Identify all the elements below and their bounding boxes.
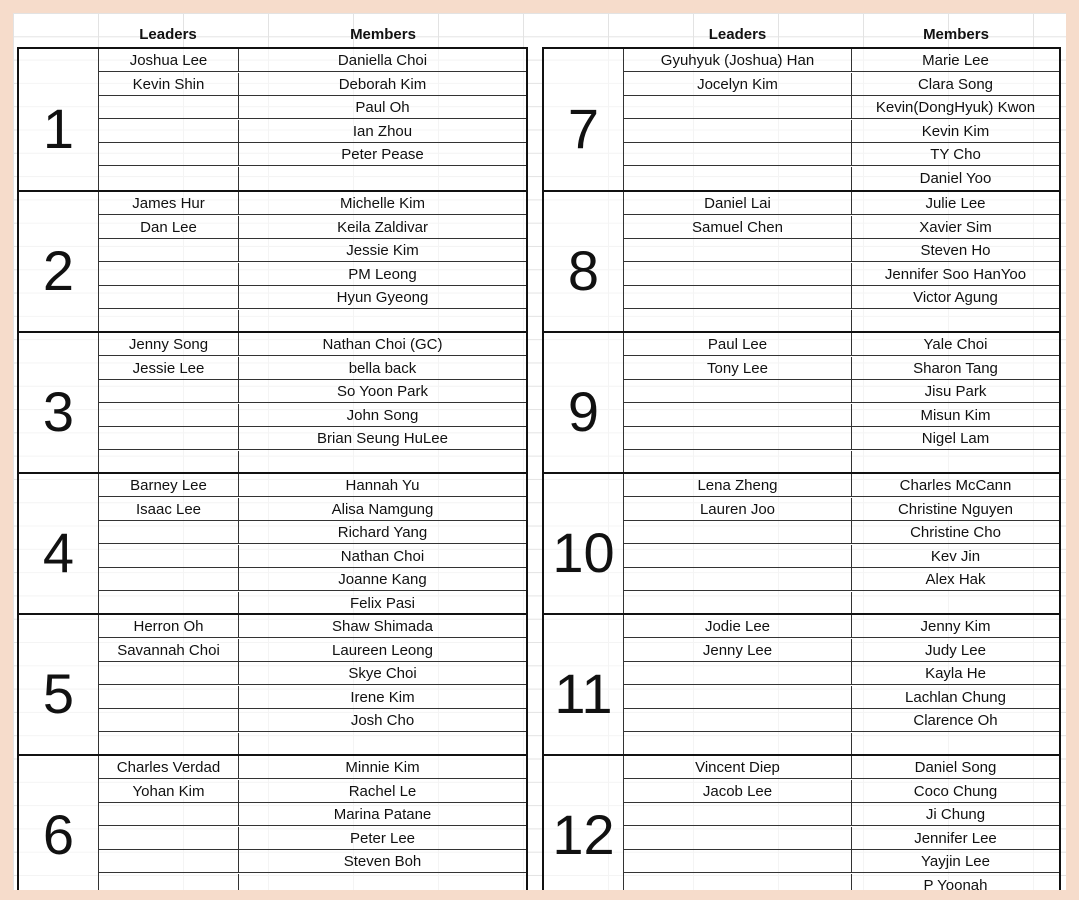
table-row (624, 239, 1059, 262)
table-row (99, 615, 526, 638)
leader-cell[interactable] (624, 709, 852, 732)
table-row (99, 404, 526, 427)
table-row (99, 521, 526, 544)
leader-cell[interactable] (99, 709, 239, 732)
member-cell[interactable]: Judy Lee (925, 641, 986, 659)
table-row (624, 73, 1059, 96)
leader-cell[interactable] (624, 239, 852, 262)
table-row (624, 216, 1059, 239)
group-2 (19, 190, 526, 331)
leader-cell[interactable] (99, 568, 239, 591)
leader-cell[interactable] (624, 850, 852, 873)
member-cell[interactable]: Kayla He (925, 665, 986, 682)
table-row (99, 686, 526, 709)
member-cell[interactable]: Laureen Leong (332, 641, 433, 659)
leader-cell[interactable]: Jenny Song (99, 333, 239, 356)
member-cell[interactable]: Ji Chung (925, 806, 986, 823)
table-row (99, 380, 526, 403)
member-cell[interactable]: Peter Lee (349, 829, 416, 847)
member-cell[interactable]: Nigel Lam (921, 430, 990, 447)
member-cell[interactable]: Daniella Choi (337, 52, 428, 69)
member-cell[interactable]: Lachlan Chung (905, 688, 1006, 706)
members-header-left[interactable]: Members (350, 26, 416, 43)
leader-cell[interactable]: James Hur (99, 192, 239, 215)
leader-cell[interactable] (99, 521, 239, 544)
member-cell[interactable]: P Yoonah (923, 876, 988, 890)
leader-cell[interactable] (624, 545, 852, 568)
group-6 (19, 754, 526, 890)
leader-cell[interactable] (99, 733, 239, 756)
leader-cell[interactable] (624, 568, 852, 591)
member-cell[interactable]: Hyun Gyeong (336, 289, 429, 306)
table-row (99, 357, 526, 380)
member-cell[interactable]: Kev Jin (930, 547, 981, 565)
leader-cell[interactable]: Vincent Diep (624, 756, 852, 779)
table-row (99, 73, 526, 96)
leader-cell[interactable] (99, 827, 239, 850)
member-cell[interactable] (239, 167, 526, 190)
leader-cell[interactable]: Jacob Lee (624, 780, 852, 803)
table-row (624, 639, 1059, 662)
table-row (624, 686, 1059, 709)
table-row (624, 803, 1059, 826)
leader-cell[interactable] (99, 803, 239, 826)
leader-cell[interactable] (99, 380, 239, 403)
leader-cell[interactable]: Lena Zheng (624, 474, 852, 497)
table-row (624, 427, 1059, 450)
table-row (624, 733, 1059, 756)
member-cell[interactable]: Yale Choi (923, 336, 988, 353)
table-row (99, 850, 526, 873)
table-row (99, 427, 526, 450)
leader-cell[interactable]: Isaac Lee (99, 498, 239, 521)
leader-cell[interactable] (99, 686, 239, 709)
table-row (99, 263, 526, 286)
leader-cell[interactable] (99, 427, 239, 450)
table-row (624, 615, 1059, 638)
leader-cell[interactable] (99, 545, 239, 568)
member-cell[interactable]: So Yoon Park (337, 383, 428, 400)
table-row (624, 521, 1059, 544)
member-cell[interactable]: Sharon Tang (913, 359, 998, 377)
member-cell[interactable] (239, 874, 526, 891)
leader-cell[interactable] (99, 451, 239, 474)
member-cell[interactable]: Jessie Kim (346, 242, 419, 259)
group-number[interactable]: 9 (544, 333, 624, 472)
leader-cell[interactable] (99, 143, 239, 166)
member-cell[interactable]: Clara Song (917, 75, 994, 93)
member-cell[interactable]: Marina Patane (333, 806, 432, 823)
left-groups-table (17, 47, 528, 890)
member-cell[interactable]: Steven Ho (920, 242, 991, 259)
table-row (99, 120, 526, 143)
member-cell[interactable]: Kevin(DongHyuk) Kwon (875, 99, 1036, 116)
leader-cell[interactable] (624, 263, 852, 286)
member-cell[interactable]: Deborah Kim (338, 75, 427, 93)
member-cell[interactable]: Brian Seung HuLee (317, 430, 448, 447)
group-8 (544, 190, 1059, 331)
spreadsheet-sheet (13, 13, 1066, 890)
member-cell[interactable]: Misun Kim (920, 406, 991, 424)
table-row (624, 380, 1059, 403)
member-cell[interactable]: Marie Lee (922, 52, 989, 69)
leader-cell[interactable] (624, 286, 852, 309)
leader-cell[interactable]: Dan Lee (99, 216, 239, 239)
group-1 (19, 49, 526, 190)
leader-cell[interactable]: Herron Oh (99, 615, 239, 638)
leader-cell[interactable] (99, 850, 239, 873)
leader-cell[interactable]: Daniel Lai (624, 192, 852, 215)
member-cell[interactable]: Felix Pasi (349, 594, 416, 612)
member-cell[interactable]: Coco Chung (913, 782, 998, 800)
group-number[interactable]: 4 (19, 474, 99, 613)
table-row (624, 286, 1059, 309)
leader-cell[interactable]: Charles Verdad (99, 756, 239, 779)
member-cell[interactable]: Xavier Sim (919, 218, 992, 236)
leader-cell[interactable] (624, 143, 852, 166)
leader-cell[interactable] (99, 662, 239, 685)
leader-cell[interactable] (624, 167, 852, 190)
member-cell[interactable]: Jennifer Lee (914, 829, 997, 847)
table-row (624, 451, 1059, 474)
member-cell[interactable]: Jenny Kim (920, 618, 991, 635)
group-3 (19, 331, 526, 472)
member-cell[interactable]: Kevin Kim (921, 122, 990, 140)
leader-cell[interactable] (624, 310, 852, 333)
table-row (99, 286, 526, 309)
member-cell[interactable] (852, 451, 1059, 474)
table-row (624, 357, 1059, 380)
group-9 (544, 331, 1059, 472)
member-cell[interactable]: PM Leong (348, 265, 417, 283)
member-cell[interactable]: Yayjin Lee (921, 853, 990, 870)
table-row (624, 662, 1059, 685)
table-row (624, 120, 1059, 143)
table-row (624, 756, 1059, 779)
member-cell[interactable]: bella back (348, 359, 417, 377)
group-number[interactable]: 12 (544, 756, 624, 890)
group-number[interactable]: 5 (19, 615, 99, 754)
member-cell[interactable]: Ian Zhou (352, 122, 413, 140)
leader-cell[interactable] (624, 686, 852, 709)
member-cell[interactable] (239, 451, 526, 474)
leader-cell[interactable] (624, 427, 852, 450)
member-cell[interactable]: Rachel Le (348, 782, 417, 800)
member-cell[interactable]: TY Cho (930, 146, 981, 163)
leaders-header-right[interactable]: Leaders (708, 26, 767, 43)
table-row (99, 216, 526, 239)
right-groups-table (542, 47, 1061, 890)
table-row (99, 239, 526, 262)
table-row (624, 404, 1059, 427)
leader-cell[interactable]: Tony Lee (624, 357, 852, 380)
leader-cell[interactable] (624, 827, 852, 850)
member-cell[interactable]: Alex Hak (925, 571, 986, 588)
table-row (624, 780, 1059, 803)
member-cell[interactable]: John Song (346, 406, 419, 424)
member-cell[interactable]: Peter Pease (341, 146, 424, 163)
member-cell[interactable]: Jennifer Soo HanYoo (884, 265, 1027, 283)
header-row (13, 23, 1066, 47)
member-cell[interactable]: Daniel Yoo (919, 169, 992, 187)
table-row (99, 568, 526, 591)
member-cell[interactable]: Victor Agung (913, 289, 998, 306)
member-cell[interactable]: Julie Lee (925, 195, 986, 212)
table-row (624, 545, 1059, 568)
leader-cell[interactable] (99, 310, 239, 333)
table-row (99, 96, 526, 119)
leader-cell[interactable]: Jocelyn Kim (624, 73, 852, 96)
table-row (624, 827, 1059, 850)
member-cell[interactable]: Christine Nguyen (897, 500, 1014, 518)
table-row (99, 827, 526, 850)
member-cell[interactable]: Shaw Shimada (332, 618, 433, 635)
table-row (624, 49, 1059, 72)
leader-cell[interactable]: Samuel Chen (624, 216, 852, 239)
table-row (99, 498, 526, 521)
member-cell[interactable] (852, 592, 1059, 615)
member-cell[interactable] (852, 733, 1059, 756)
leader-cell[interactable] (624, 662, 852, 685)
table-row (99, 333, 526, 356)
member-cell[interactable] (239, 310, 526, 333)
leader-cell[interactable]: Yohan Kim (99, 780, 239, 803)
group-number[interactable]: 2 (19, 192, 99, 331)
group-number[interactable]: 11 (544, 615, 624, 754)
table-row (624, 310, 1059, 333)
group-5 (19, 613, 526, 754)
table-row (624, 709, 1059, 732)
table-row (99, 662, 526, 685)
table-row (99, 756, 526, 779)
group-10 (544, 472, 1059, 613)
group-4 (19, 472, 526, 613)
member-cell[interactable]: Steven Boh (343, 853, 422, 870)
leader-cell[interactable] (99, 404, 239, 427)
member-cell[interactable]: Skye Choi (348, 665, 417, 682)
leader-cell[interactable]: Paul Lee (624, 333, 852, 356)
leader-cell[interactable] (99, 120, 239, 143)
group-number[interactable]: 6 (19, 756, 99, 890)
member-cell[interactable]: Josh Cho (350, 712, 415, 729)
leader-cell[interactable] (624, 451, 852, 474)
table-row (624, 498, 1059, 521)
member-cell[interactable]: Jisu Park (924, 383, 987, 400)
table-row (99, 545, 526, 568)
table-row (99, 709, 526, 732)
leader-cell[interactable]: Jodie Lee (624, 615, 852, 638)
table-row (624, 143, 1059, 166)
group-number[interactable]: 1 (19, 49, 99, 190)
table-row (99, 874, 526, 891)
group-number[interactable]: 10 (544, 474, 624, 613)
leader-cell[interactable] (624, 404, 852, 427)
table-row (99, 192, 526, 215)
leader-cell[interactable]: Jessie Lee (99, 357, 239, 380)
table-row (99, 310, 526, 333)
leader-cell[interactable] (624, 592, 852, 615)
table-row (99, 733, 526, 756)
member-cell[interactable]: Daniel Song (914, 759, 997, 776)
leader-cell[interactable]: Lauren Joo (624, 498, 852, 521)
leader-cell[interactable]: Kevin Shin (99, 73, 239, 96)
member-cell[interactable]: Nathan Choi (340, 547, 425, 565)
table-row (99, 592, 526, 615)
table-row (624, 850, 1059, 873)
table-row (624, 592, 1059, 615)
leader-cell[interactable] (624, 803, 852, 826)
table-row (99, 780, 526, 803)
table-row (624, 474, 1059, 497)
leader-cell[interactable] (624, 120, 852, 143)
member-cell[interactable]: Keila Zaldivar (337, 218, 428, 236)
table-row (99, 451, 526, 474)
group-number[interactable]: 8 (544, 192, 624, 331)
group-7 (544, 49, 1059, 190)
group-number[interactable]: 7 (544, 49, 624, 190)
leader-cell[interactable] (99, 239, 239, 262)
member-cell[interactable] (239, 733, 526, 756)
members-header-right[interactable]: Members (923, 26, 989, 43)
member-cell[interactable]: Nathan Choi (GC) (322, 336, 443, 353)
leader-cell[interactable] (99, 286, 239, 309)
member-cell[interactable]: Joanne Kang (338, 571, 427, 588)
leader-cell[interactable]: Barney Lee (99, 474, 239, 497)
table-row (99, 803, 526, 826)
table-row (624, 192, 1059, 215)
leader-cell[interactable] (624, 733, 852, 756)
leader-cell[interactable] (99, 874, 239, 891)
member-cell[interactable]: Alisa Namgung (331, 500, 434, 518)
member-cell[interactable]: Michelle Kim (339, 195, 426, 212)
table-row (99, 639, 526, 662)
table-row (99, 474, 526, 497)
group-12 (544, 754, 1059, 890)
table-row (624, 333, 1059, 356)
member-cell[interactable]: Charles McCann (899, 477, 1012, 494)
table-row (624, 874, 1059, 891)
leader-cell[interactable]: Savannah Choi (99, 639, 239, 662)
member-cell[interactable] (852, 310, 1059, 333)
member-cell[interactable]: Christine Cho (910, 524, 1001, 541)
member-cell[interactable]: Irene Kim (350, 688, 415, 706)
leader-cell[interactable]: Jenny Lee (624, 639, 852, 662)
table-row (624, 263, 1059, 286)
leader-cell[interactable] (99, 263, 239, 286)
group-number[interactable]: 3 (19, 333, 99, 472)
member-cell[interactable]: Richard Yang (337, 524, 428, 541)
member-cell[interactable]: Paul Oh (355, 99, 410, 116)
leader-cell[interactable]: Gyuhyuk (Joshua) Han (624, 49, 852, 72)
table-row (624, 167, 1059, 190)
leader-cell[interactable] (624, 380, 852, 403)
leaders-header-left[interactable]: Leaders (139, 26, 197, 43)
table-row (99, 49, 526, 72)
table-row (624, 568, 1059, 591)
table-row (99, 167, 526, 190)
group-11 (544, 613, 1059, 754)
leader-cell[interactable] (624, 521, 852, 544)
leader-cell[interactable] (624, 96, 852, 119)
leader-cell[interactable] (99, 592, 239, 615)
leader-cell[interactable] (99, 96, 239, 119)
member-cell[interactable]: Clarence Oh (913, 712, 998, 729)
member-cell[interactable]: Minnie Kim (345, 759, 420, 776)
leader-cell[interactable]: Joshua Lee (99, 49, 239, 72)
table-row (624, 96, 1059, 119)
leader-cell[interactable] (624, 874, 852, 891)
member-cell[interactable]: Hannah Yu (345, 477, 420, 494)
leader-cell[interactable] (99, 167, 239, 190)
table-row (99, 143, 526, 166)
